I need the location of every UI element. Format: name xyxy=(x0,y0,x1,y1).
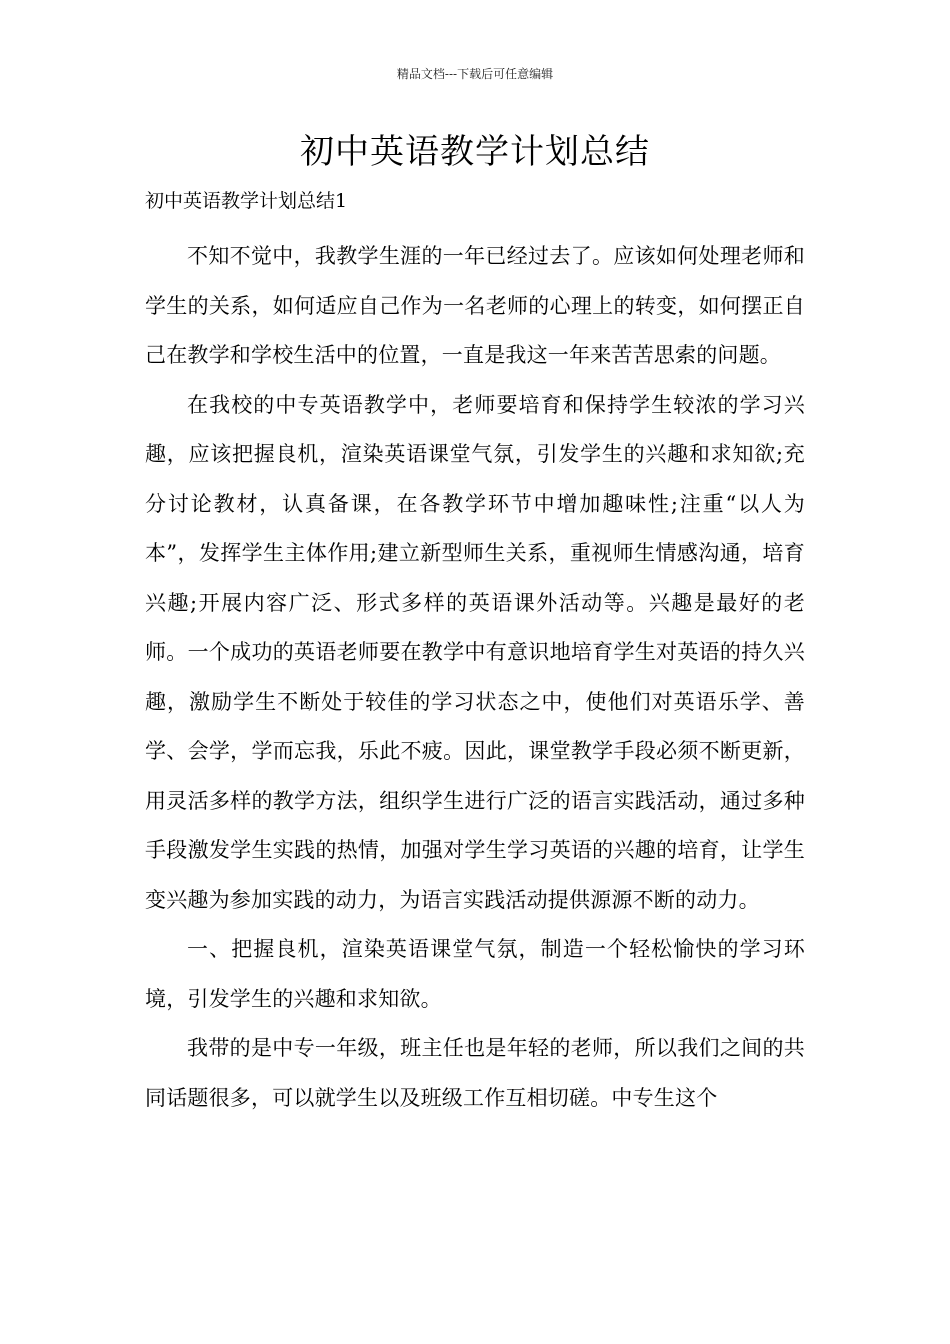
header-note: 精品文档---下载后可任意编辑 xyxy=(396,67,554,81)
section-subtitle: 初中英语教学计划总结1 xyxy=(145,190,348,212)
paragraph: 一、把握良机，渲染英语课堂气氛，制造一个轻松愉快的学习环境，引发学生的兴趣和求知欲。 xyxy=(145,937,805,1011)
document-title: 初中英语教学计划总结 xyxy=(300,132,650,172)
paragraph: 在我校的中专英语教学中，老师要培育和保持学生较浓的学习兴趣，应该把握良机，渲染英语课堂气氛，引发学生的兴趣和求知欲;充分讨论教材，认真备课，在各教学环节中增加趣味性;注重“以人为本”，发挥学生主体作用;建立新型师生关系，重视师生情感沟通，培育兴趣;开展内容广泛、形式多样的英语课外活动等。兴趣是最好的老师。一个成功的英语老师要在教学中有意识地培育学生对英语的持久兴趣，激励学生不断处于较佳的学习状态之中，使他们对英语乐学、善学、会学，学而忘我，乐此不疲。因此，课堂教学手段必须不断更新，用灵活多样的教学方法，组织学生进行广泛的语言实践活动，通过多种手段激发学生实践的热情，加强对学生学习英语的兴趣的培育，让学生变兴趣为参加实践的动力，为语言实践活动提供源源不断的动力。 xyxy=(145,392,805,912)
body-text xyxy=(145,232,805,1123)
paragraph: 我带的是中专一年级，班主任也是年轻的老师，所以我们之间的共同话题很多，可以就学生以及班级工作互相切磋。中专生这个 xyxy=(145,1036,805,1110)
paragraph: 不知不觉中，我教学生涯的一年已经过去了。应该如何处理老师和学生的关系，如何适应自己作为一名老师的心理上的转变，如何摆正自己在教学和学校生活中的位置，一直是我这一年来苦苦思索的问题。 xyxy=(145,244,805,367)
